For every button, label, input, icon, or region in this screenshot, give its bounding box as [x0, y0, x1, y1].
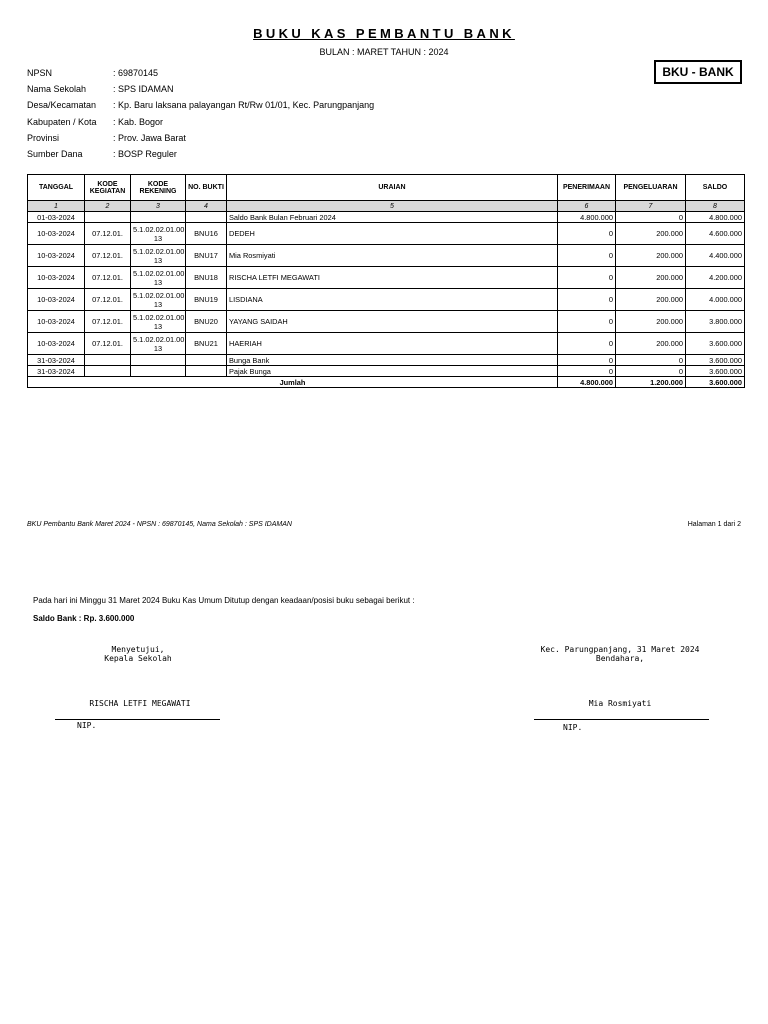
cell-penerimaan: 4.800.000: [558, 212, 616, 223]
table-row: [28, 289, 745, 311]
school-info: [27, 68, 374, 165]
approval-label: Menyetujui,: [111, 645, 165, 654]
header-tanggal: TANGGAL: [28, 175, 85, 201]
cell-no-bukti: BNU19: [186, 289, 227, 311]
cell-tanggal: 10-03-2024: [28, 223, 85, 245]
page-number: Halaman 1 dari 2: [687, 521, 741, 528]
cell-tanggal: 31-03-2024: [28, 366, 85, 377]
cell-uraian: RISCHA LETFI MEGAWATI: [227, 267, 558, 289]
cell-tanggal: 01-03-2024: [28, 212, 85, 223]
cell-pengeluaran: 200.000: [616, 289, 686, 311]
signer-name-right: Mia Rosmiyati: [588, 699, 652, 708]
info-value: : Kp. Baru laksana palayangan Rt/Rw 01/01, Kec. Parungpanjang: [113, 100, 375, 111]
cell-kode-rekening: [131, 212, 186, 223]
info-value: : Prov. Jawa Barat: [113, 132, 186, 143]
column-number: 1: [28, 201, 85, 212]
cell-penerimaan: 0: [558, 366, 616, 377]
cell-saldo: 3.800.000: [686, 311, 745, 333]
column-number: 3: [131, 201, 186, 212]
total-saldo: 3.600.000: [686, 377, 745, 388]
cell-saldo: 4.400.000: [686, 245, 745, 267]
table-row: [28, 212, 745, 223]
cell-uraian: YAYANG SAIDAH: [227, 311, 558, 333]
cell-kode-kegiatan: 07.12.01.: [85, 311, 131, 333]
cell-kode-kegiatan: [85, 366, 131, 377]
column-number: 7: [616, 201, 686, 212]
page-footer-left: BKU Pembantu Bank Maret 2024 - NPSN : 69870145, Nama Sekolah : SPS IDAMAN: [27, 521, 292, 528]
header-no-bukti: NO. BUKTI: [186, 175, 227, 201]
signature-left: [80, 645, 196, 663]
cell-penerimaan: 0: [558, 333, 616, 355]
info-row-sumber-dana: [27, 149, 374, 165]
signature-right: [520, 645, 720, 663]
table-row: [28, 245, 745, 267]
cell-kode-kegiatan: 07.12.01.: [85, 333, 131, 355]
total-penerimaan: 4.800.000: [558, 377, 616, 388]
cell-penerimaan: 0: [558, 289, 616, 311]
table-row: [28, 333, 745, 355]
info-label: Desa/Kecamatan: [27, 100, 97, 111]
cell-penerimaan: 0: [558, 223, 616, 245]
cell-pengeluaran: 200.000: [616, 267, 686, 289]
cell-tanggal: 31-03-2024: [28, 355, 85, 366]
column-number: 8: [686, 201, 745, 212]
cell-pengeluaran: 200.000: [616, 333, 686, 355]
cell-saldo: 3.600.000: [686, 333, 745, 355]
cell-saldo: 4.000.000: [686, 289, 745, 311]
cell-tanggal: 10-03-2024: [28, 245, 85, 267]
cell-uraian: DEDEH: [227, 223, 558, 245]
cell-no-bukti: [186, 212, 227, 223]
cell-kode-kegiatan: [85, 355, 131, 366]
info-label: Nama Sekolah: [27, 84, 87, 95]
column-number: 5: [227, 201, 558, 212]
document-title: BUKU KAS PEMBANTU BANK: [253, 26, 515, 41]
header-kode-kegiatan: KODE KEGIATAN: [85, 175, 131, 201]
place-date: Kec. Parungpanjang, 31 Maret 2024: [540, 645, 700, 654]
cell-no-bukti: BNU21: [186, 333, 227, 355]
info-row-desa-kecamatan: [27, 100, 374, 116]
table-row: [28, 366, 745, 377]
info-value: : BOSP Reguler: [113, 148, 177, 159]
cell-no-bukti: BNU20: [186, 311, 227, 333]
signature-line-right: [534, 719, 709, 720]
cell-saldo: 4.800.000: [686, 212, 745, 223]
signer-role: Bendahara,: [595, 654, 645, 663]
cell-pengeluaran: 0: [616, 355, 686, 366]
cell-kode-rekening: 5.1.02.02.01.00 13: [131, 245, 186, 267]
column-number-row: [28, 201, 745, 212]
cell-kode-rekening: 5.1.02.02.01.00 13: [131, 289, 186, 311]
info-row-kabupaten: [27, 117, 374, 133]
cell-pengeluaran: 0: [616, 212, 686, 223]
table-header-row: [28, 175, 745, 201]
cell-pengeluaran: 200.000: [616, 311, 686, 333]
info-label: Kabupaten / Kota: [27, 116, 97, 127]
cell-kode-kegiatan: 07.12.01.: [85, 267, 131, 289]
table-row: [28, 355, 745, 366]
header-pengeluaran: PENGELUARAN: [616, 175, 686, 201]
column-number: 6: [558, 201, 616, 212]
cell-kode-rekening: 5.1.02.02.01.00 13: [131, 333, 186, 355]
cell-saldo: 4.600.000: [686, 223, 745, 245]
cell-pengeluaran: 200.000: [616, 223, 686, 245]
cell-uraian: LISDIANA: [227, 289, 558, 311]
nip-right: NIP.: [563, 723, 583, 732]
header-kode-rekening: KODE REKENING: [131, 175, 186, 201]
cell-pengeluaran: 0: [616, 366, 686, 377]
signer-name-left: RISCHA LETFI MEGAWATI: [89, 699, 191, 708]
cell-penerimaan: 0: [558, 267, 616, 289]
cell-uraian: Mia Rosmiyati: [227, 245, 558, 267]
info-row-nama-sekolah: [27, 84, 374, 100]
cell-no-bukti: BNU18: [186, 267, 227, 289]
cell-tanggal: 10-03-2024: [28, 311, 85, 333]
cell-tanggal: 10-03-2024: [28, 333, 85, 355]
signer-role: Kepala Sekolah: [104, 654, 172, 663]
info-label: Sumber Dana: [27, 148, 83, 159]
cell-saldo: 3.600.000: [686, 366, 745, 377]
cell-kode-rekening: 5.1.02.02.01.00 13: [131, 311, 186, 333]
table-row: [28, 311, 745, 333]
bku-table: [27, 174, 745, 388]
closing-statement: Pada hari ini Minggu 31 Maret 2024 Buku Kas Umum Ditutup dengan keadaan/posisi buku sebagai berikut :: [33, 596, 415, 605]
column-number: 2: [85, 201, 131, 212]
info-label: NPSN: [27, 68, 53, 78]
cell-penerimaan: 0: [558, 245, 616, 267]
table-row: [28, 223, 745, 245]
saldo-bank: Saldo Bank : Rp. 3.600.000: [33, 614, 135, 623]
cell-no-bukti: BNU17: [186, 245, 227, 267]
document-subtitle: BULAN : MARET TAHUN : 2024: [319, 47, 449, 57]
cell-no-bukti: [186, 366, 227, 377]
bku-bank-badge: BKU - BANK: [654, 60, 742, 84]
cell-kode-kegiatan: 07.12.01.: [85, 289, 131, 311]
total-label: Jumlah: [28, 377, 558, 388]
header-penerimaan: PENERIMAAN: [558, 175, 616, 201]
cell-uraian: HAERIAH: [227, 333, 558, 355]
cell-kode-kegiatan: 07.12.01.: [85, 223, 131, 245]
signature-line-left: [55, 719, 220, 720]
column-number: 4: [186, 201, 227, 212]
info-row-provinsi: [27, 133, 374, 149]
header-uraian: URAIAN: [227, 175, 558, 201]
cell-uraian: Pajak Bunga: [227, 366, 558, 377]
info-value: : Kab. Bogor: [113, 116, 164, 127]
cell-no-bukti: BNU16: [186, 223, 227, 245]
cell-penerimaan: 0: [558, 355, 616, 366]
nip-left: NIP.: [77, 721, 97, 730]
header-saldo: SALDO: [686, 175, 745, 201]
cell-no-bukti: [186, 355, 227, 366]
cell-saldo: 3.600.000: [686, 355, 745, 366]
cell-pengeluaran: 200.000: [616, 245, 686, 267]
cell-tanggal: 10-03-2024: [28, 267, 85, 289]
total-pengeluaran: 1.200.000: [616, 377, 686, 388]
total-row: [28, 377, 745, 388]
cell-kode-kegiatan: 07.12.01.: [85, 245, 131, 267]
table-row: [28, 267, 745, 289]
cell-penerimaan: 0: [558, 311, 616, 333]
info-value: : 69870145: [113, 68, 159, 78]
cell-kode-rekening: 5.1.02.02.01.00 13: [131, 267, 186, 289]
info-label: Provinsi: [27, 132, 60, 143]
cell-uraian: Saldo Bank Bulan Februari 2024: [227, 212, 558, 223]
cell-kode-rekening: [131, 366, 186, 377]
info-row-npsn: [27, 68, 374, 84]
cell-kode-kegiatan: [85, 212, 131, 223]
info-value: : SPS IDAMAN: [113, 84, 174, 95]
cell-tanggal: 10-03-2024: [28, 289, 85, 311]
cell-kode-rekening: 5.1.02.02.01.00 13: [131, 223, 186, 245]
cell-saldo: 4.200.000: [686, 267, 745, 289]
cell-kode-rekening: [131, 355, 186, 366]
cell-uraian: Bunga Bank: [227, 355, 558, 366]
